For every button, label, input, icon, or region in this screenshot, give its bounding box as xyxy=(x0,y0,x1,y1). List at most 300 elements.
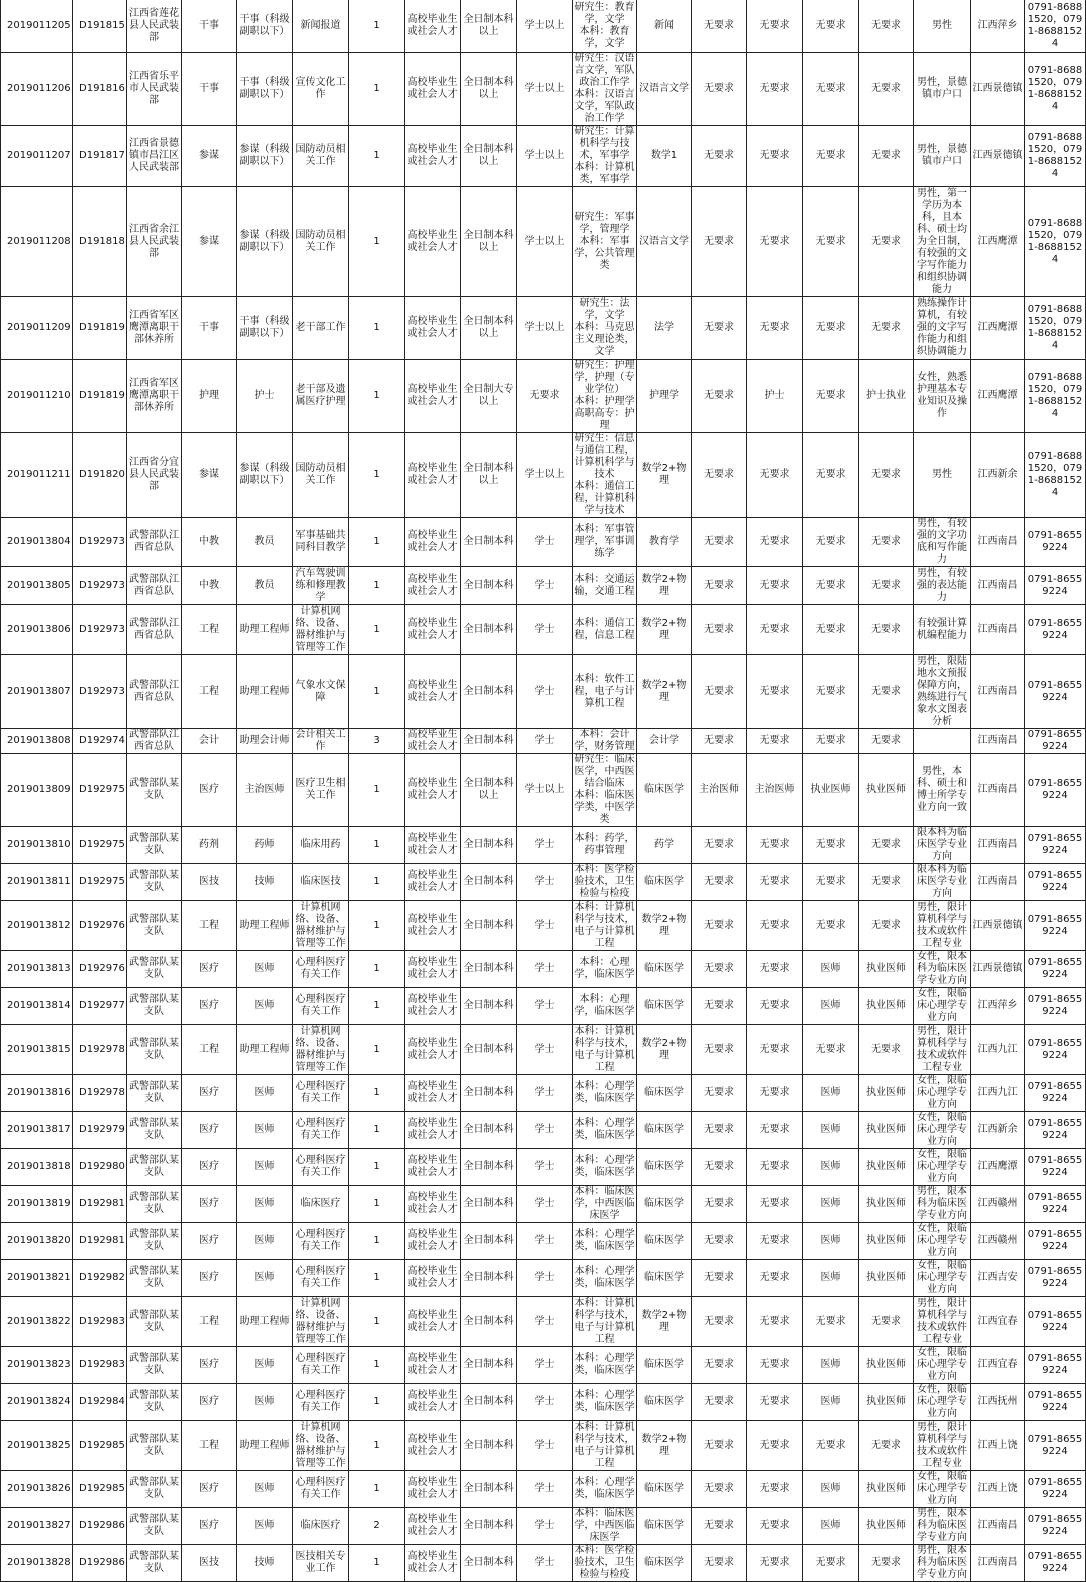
other-requirements-cell: 男性，限本科为临床医学专业方向 xyxy=(914,1186,971,1223)
other-requirements-cell: 男性，有较强的表达能力 xyxy=(914,567,971,605)
position-name-cell: 医师 xyxy=(237,1471,293,1508)
job-description-cell: 军事基础共同科目教学 xyxy=(293,518,349,567)
major-cell: 本科：药学，药事管理 xyxy=(573,827,637,864)
practice-requirement-cell: 医师 xyxy=(803,1347,859,1384)
major-cell: 研究生：计算机科学与技术，军事学 本科：计算机类，军事学 xyxy=(574,126,635,185)
position-category-cell: 工程 xyxy=(182,1025,237,1075)
unit-name-cell: 武警部队某支队 xyxy=(127,1112,182,1149)
position-name-cell: 药师 xyxy=(237,827,293,864)
headcount-cell: 1 xyxy=(349,1075,405,1112)
job-description-cell: 汽车驾驶训练和修理教学 xyxy=(293,567,349,605)
contact-phone-cell: 0791-86881520，0791-86881524 xyxy=(1025,126,1086,187)
position-category-cell: 干事 xyxy=(182,297,237,360)
headcount-cell: 1 xyxy=(349,901,405,951)
headcount-cell: 1 xyxy=(349,1421,405,1471)
major-cell: 本科：通信工程，信息工程 xyxy=(573,605,637,655)
position-name-cell: 参谋（科级副职以下） xyxy=(237,126,293,187)
position-code-cell: 2019013811 xyxy=(1,864,73,901)
job-description-cell: 心理科医疗有关工作 xyxy=(293,1112,349,1149)
work-location-cell: 江西景德镇 xyxy=(971,951,1025,988)
position-code-cell: 2019013807 xyxy=(1,655,73,729)
qualification-requirement-cell: 无要求 xyxy=(747,1112,803,1149)
qualification-requirement-cell: 无要求 xyxy=(747,187,803,297)
license-requirement-cell: 无要求 xyxy=(859,0,914,53)
education-cell: 全日制本科 xyxy=(461,1545,517,1582)
other-requirements-cell: 男性，第一学历为本科，且本科、硕士均为全日制，有较强的文字写作能力和组织协调能力 xyxy=(914,187,971,297)
title-requirement-cell: 无要求 xyxy=(692,53,747,126)
source-cell: 高校毕业生或社会人才 xyxy=(405,754,461,827)
position-code-cell: 2019013824 xyxy=(1,1384,73,1421)
dept-code-cell: D192975 xyxy=(73,754,127,827)
position-name-cell: 参谋（科级副职以下） xyxy=(237,187,293,297)
exam-subject-cell: 临床医学 xyxy=(637,1545,692,1582)
position-code-cell: 2019013816 xyxy=(1,1075,73,1112)
major-cell: 本科：心理学类，临床医学 xyxy=(573,1384,637,1421)
title-requirement-cell: 无要求 xyxy=(692,827,747,864)
unit-name-cell: 武警部队某支队 xyxy=(127,1260,182,1297)
license-requirement-cell: 无要求 xyxy=(859,864,914,901)
degree-cell: 学士 xyxy=(517,951,573,988)
major-cell: 本科：心理学类，临床医学 xyxy=(573,1112,637,1149)
table-row xyxy=(1,827,1086,864)
education-cell: 全日制本科 xyxy=(461,827,517,864)
position-name-cell: 护士 xyxy=(237,360,293,433)
position-name-cell: 参谋（科级副职以下） xyxy=(237,433,293,518)
exam-subject-cell: 新闻 xyxy=(637,0,692,53)
degree-cell: 学士 xyxy=(517,1260,573,1297)
headcount-cell: 1 xyxy=(349,1384,405,1421)
position-name-cell: 医师 xyxy=(237,1186,293,1223)
dept-code-cell: D191819 xyxy=(73,360,127,433)
dept-code-cell: D192985 xyxy=(73,1471,127,1508)
headcount-cell: 1 xyxy=(349,1471,405,1508)
title-requirement-cell: 无要求 xyxy=(692,655,747,729)
job-description-cell: 临床医疗 xyxy=(293,1186,349,1223)
position-category-cell: 参谋 xyxy=(182,126,237,187)
table-row xyxy=(1,988,1086,1025)
other-requirements-cell: 男性，本科、硕士和博士所学专业方向一致 xyxy=(914,754,971,827)
other-requirements-cell: 男性，限计算机科学与技术或软件工程专业 xyxy=(914,1297,971,1347)
work-location-cell: 江西赣州 xyxy=(971,1223,1025,1260)
job-description-cell: 临床医技 xyxy=(293,864,349,901)
exam-subject-cell: 数学2+物理 xyxy=(637,605,692,655)
unit-name-cell: 武警部队江西省总队 xyxy=(127,729,182,754)
position-code-cell: 2019013827 xyxy=(1,1508,73,1545)
major-cell: 本科：计算机科学与技术，电子与计算机工程 xyxy=(574,1025,635,1073)
headcount-cell: 1 xyxy=(349,1223,405,1260)
education-cell: 全日制本科 xyxy=(461,567,517,605)
position-code-cell: 2019013826 xyxy=(1,1471,73,1508)
table-row xyxy=(1,1545,1086,1582)
practice-requirement-cell: 无要求 xyxy=(803,1545,859,1582)
work-location-cell: 江西景德镇 xyxy=(971,126,1025,187)
education-cell: 全日制本科 xyxy=(461,655,517,729)
table-row xyxy=(1,1508,1086,1545)
job-description-cell: 计算机网络、设备、器材维护与管理等工作 xyxy=(293,1025,349,1075)
work-location-cell: 江西萍乡 xyxy=(971,0,1025,53)
other-requirements-cell: 女性，限临床心理学专业方向 xyxy=(914,1112,971,1149)
title-requirement-cell: 无要求 xyxy=(692,1112,747,1149)
table-row xyxy=(1,126,1086,187)
headcount-cell: 1 xyxy=(349,1112,405,1149)
practice-requirement-cell: 医师 xyxy=(803,1508,859,1545)
source-cell: 高校毕业生或社会人才 xyxy=(405,567,461,605)
dept-code-cell: D192986 xyxy=(73,1508,127,1545)
title-requirement-cell: 无要求 xyxy=(692,951,747,988)
position-code-cell: 2019013814 xyxy=(1,988,73,1025)
source-cell: 高校毕业生或社会人才 xyxy=(405,951,461,988)
other-requirements-cell: 男性，限计算机科学与技术或软件工程专业 xyxy=(914,1025,971,1075)
source-cell: 高校毕业生或社会人才 xyxy=(405,1384,461,1421)
education-cell: 全日制本科以上 xyxy=(461,754,517,827)
exam-subject-cell: 临床医学 xyxy=(637,1260,692,1297)
position-code-cell: 2019013805 xyxy=(1,567,73,605)
position-category-cell: 中教 xyxy=(182,567,237,605)
headcount-cell: 1 xyxy=(349,827,405,864)
degree-cell: 学士 xyxy=(517,729,573,754)
exam-subject-cell: 数学2+物理 xyxy=(637,901,692,951)
major-cell: 本科：交通运输，交通工程 xyxy=(573,567,637,605)
title-requirement-cell: 无要求 xyxy=(692,1508,747,1545)
practice-requirement-cell: 无要求 xyxy=(803,433,859,518)
job-description-cell: 计算机网络、设备、器材维护与管理等工作 xyxy=(293,901,349,951)
source-cell: 高校毕业生或社会人才 xyxy=(405,655,461,729)
work-location-cell: 江西吉安 xyxy=(971,1260,1025,1297)
title-requirement-cell: 无要求 xyxy=(692,1471,747,1508)
source-cell: 高校毕业生或社会人才 xyxy=(405,1421,461,1471)
position-code-cell: 2019013815 xyxy=(1,1025,73,1075)
license-requirement-cell: 执业医师 xyxy=(859,1508,914,1545)
exam-subject-cell: 汉语言文学 xyxy=(637,53,692,126)
unit-name-cell: 武警部队某支队 xyxy=(127,827,182,864)
practice-requirement-cell: 无要求 xyxy=(803,126,859,187)
position-name-cell: 助理工程师 xyxy=(237,901,293,951)
work-location-cell: 江西景德镇 xyxy=(971,901,1025,951)
job-description-cell: 心理科医疗有关工作 xyxy=(293,951,349,988)
unit-name-cell: 武警部队江西省总队 xyxy=(127,605,182,655)
practice-requirement-cell: 无要求 xyxy=(803,1421,859,1471)
qualification-requirement-cell: 无要求 xyxy=(747,1384,803,1421)
exam-subject-cell: 临床医学 xyxy=(637,1112,692,1149)
contact-phone-cell: 0791-86559224 xyxy=(1025,655,1086,729)
position-category-cell: 干事 xyxy=(182,53,237,126)
headcount-cell: 1 xyxy=(349,655,405,729)
qualification-requirement-cell: 护士 xyxy=(747,360,803,433)
major-cell: 本科：军事管理学，军事训练学 xyxy=(573,518,637,567)
work-location-cell: 江西南昌 xyxy=(971,1508,1025,1545)
qualification-requirement-cell: 无要求 xyxy=(747,951,803,988)
source-cell: 高校毕业生或社会人才 xyxy=(405,1223,461,1260)
position-name-cell: 技师 xyxy=(237,864,293,901)
position-category-cell: 医疗 xyxy=(182,988,237,1025)
education-cell: 全日制本科以上 xyxy=(461,297,517,360)
qualification-requirement-cell: 无要求 xyxy=(747,1471,803,1508)
source-cell: 高校毕业生或社会人才 xyxy=(405,1112,461,1149)
title-requirement-cell: 无要求 xyxy=(692,1186,747,1223)
unit-name-cell: 武警部队某支队 xyxy=(127,1297,182,1347)
title-requirement-cell: 无要求 xyxy=(692,1545,747,1582)
position-category-cell: 工程 xyxy=(182,901,237,951)
work-location-cell: 江西九江 xyxy=(971,1075,1025,1112)
other-requirements-cell: 女性，限临床心理学专业方向 xyxy=(914,1471,971,1508)
degree-cell: 学士 xyxy=(517,605,573,655)
dept-code-cell: D192983 xyxy=(73,1347,127,1384)
title-requirement-cell: 无要求 xyxy=(692,1223,747,1260)
job-description-cell: 国防动员相关工作 xyxy=(293,187,349,297)
education-cell: 全日制本科 xyxy=(461,1260,517,1297)
license-requirement-cell: 执业医师 xyxy=(859,1112,914,1149)
unit-name-cell: 武警部队某支队 xyxy=(127,1471,182,1508)
work-location-cell: 江西南昌 xyxy=(971,1545,1025,1582)
other-requirements-cell: 男性，限计算机科学与技术或软件工程专业 xyxy=(914,1421,971,1471)
education-cell: 全日制本科 xyxy=(461,1186,517,1223)
practice-requirement-cell: 无要求 xyxy=(803,0,859,53)
qualification-requirement-cell: 无要求 xyxy=(747,567,803,605)
source-cell: 高校毕业生或社会人才 xyxy=(405,1075,461,1112)
education-cell: 全日制本科 xyxy=(461,518,517,567)
position-code-cell: 2019013822 xyxy=(1,1297,73,1347)
license-requirement-cell: 无要求 xyxy=(859,518,914,567)
work-location-cell: 江西鹰潭 xyxy=(971,297,1025,360)
title-requirement-cell: 无要求 xyxy=(692,1347,747,1384)
position-code-cell: 2019013818 xyxy=(1,1149,73,1186)
practice-requirement-cell: 医师 xyxy=(803,1075,859,1112)
source-cell: 高校毕业生或社会人才 xyxy=(405,53,461,126)
unit-name-cell: 武警部队某支队 xyxy=(127,1149,182,1186)
education-cell: 全日制本科 xyxy=(461,1223,517,1260)
work-location-cell: 江西九江 xyxy=(971,1025,1025,1075)
title-requirement-cell: 无要求 xyxy=(692,605,747,655)
license-requirement-cell: 无要求 xyxy=(859,1545,914,1582)
other-requirements-cell: 男性，景德镇市户口 xyxy=(914,126,971,187)
table-row xyxy=(1,901,1086,951)
contact-phone-cell: 0791-86559224 xyxy=(1025,1384,1086,1421)
education-cell: 全日制本科 xyxy=(461,1421,517,1471)
license-requirement-cell: 执业医师 xyxy=(859,1223,914,1260)
education-cell: 全日制本科 xyxy=(461,1347,517,1384)
position-code-cell: 2019013823 xyxy=(1,1347,73,1384)
exam-subject-cell: 数学2+物理 xyxy=(637,655,692,729)
major-cell: 本科：心理学类，临床医学 xyxy=(573,1149,637,1186)
title-requirement-cell: 无要求 xyxy=(692,1260,747,1297)
source-cell: 高校毕业生或社会人才 xyxy=(405,1186,461,1223)
qualification-requirement-cell: 无要求 xyxy=(747,0,803,53)
headcount-cell: 1 xyxy=(349,1347,405,1384)
unit-name-cell: 武警部队江西省总队 xyxy=(127,655,182,729)
other-requirements-cell: 男性，限陆地水文预报保障方向，熟练进行气象水文图表分析 xyxy=(914,655,971,729)
contact-phone-cell: 0791-86559224 xyxy=(1025,729,1086,754)
exam-subject-cell: 临床医学 xyxy=(637,1384,692,1421)
source-cell: 高校毕业生或社会人才 xyxy=(405,0,461,53)
qualification-requirement-cell: 无要求 xyxy=(747,1260,803,1297)
qualification-requirement-cell: 无要求 xyxy=(747,53,803,126)
position-category-cell: 工程 xyxy=(182,605,237,655)
qualification-requirement-cell: 无要求 xyxy=(747,655,803,729)
unit-name-cell: 武警部队某支队 xyxy=(127,1508,182,1545)
license-requirement-cell: 无要求 xyxy=(859,655,914,729)
position-name-cell: 助理工程师 xyxy=(237,655,293,729)
unit-name-cell: 武警部队某支队 xyxy=(127,1545,182,1582)
dept-code-cell: D191816 xyxy=(73,53,127,126)
other-requirements-cell: 女性，限本科为临床医学专业方向 xyxy=(914,951,971,988)
practice-requirement-cell: 无要求 xyxy=(803,729,859,754)
license-requirement-cell: 无要求 xyxy=(859,1421,914,1471)
table-row xyxy=(1,1471,1086,1508)
other-requirements-cell: 男性 xyxy=(914,433,971,518)
position-code-cell: 2019011206 xyxy=(1,53,73,126)
position-name-cell: 教员 xyxy=(237,567,293,605)
other-requirements-cell: 有较强计算机编程能力 xyxy=(914,605,971,655)
contact-phone-cell: 0791-86559224 xyxy=(1025,1421,1086,1471)
work-location-cell: 江西南昌 xyxy=(971,754,1025,827)
unit-name-cell: 江西省军区鹰潭离职干部休养所 xyxy=(127,297,182,360)
title-requirement-cell: 无要求 xyxy=(692,1149,747,1186)
headcount-cell: 1 xyxy=(349,126,405,187)
work-location-cell: 江西宜春 xyxy=(971,1347,1025,1384)
qualification-requirement-cell: 无要求 xyxy=(747,433,803,518)
practice-requirement-cell: 医师 xyxy=(803,1471,859,1508)
headcount-cell: 1 xyxy=(349,605,405,655)
practice-requirement-cell: 无要求 xyxy=(803,567,859,605)
dept-code-cell: D192981 xyxy=(73,1186,127,1223)
major-cell: 本科：计算机科学与技术，电子与计算机工程 xyxy=(574,901,635,949)
major-cell: 本科：计算机科学与技术，电子与计算机工程 xyxy=(574,1297,635,1345)
position-name-cell: 技师 xyxy=(237,1545,293,1582)
major-cell: 本科：心理学类，临床医学 xyxy=(573,1260,637,1297)
source-cell: 高校毕业生或社会人才 xyxy=(405,1347,461,1384)
contact-phone-cell: 0791-86559224 xyxy=(1025,988,1086,1025)
exam-subject-cell: 临床医学 xyxy=(637,1186,692,1223)
license-requirement-cell: 执业医师 xyxy=(859,1186,914,1223)
contact-phone-cell: 0791-86559224 xyxy=(1025,1297,1086,1347)
other-requirements-cell: 男性，景德镇市户口 xyxy=(914,53,971,126)
title-requirement-cell: 无要求 xyxy=(692,901,747,951)
headcount-cell: 1 xyxy=(349,297,405,360)
other-requirements-cell: 女性，限临床心理学专业方向 xyxy=(914,1223,971,1260)
degree-cell: 学士 xyxy=(517,1347,573,1384)
contact-phone-cell: 0791-86559224 xyxy=(1025,901,1086,951)
unit-name-cell: 武警部队江西省总队 xyxy=(127,567,182,605)
job-description-cell: 宣传文化工作 xyxy=(293,53,349,126)
position-name-cell: 教员 xyxy=(237,518,293,567)
major-cell: 本科：心理学类，临床医学 xyxy=(573,1223,637,1260)
practice-requirement-cell: 无要求 xyxy=(803,901,859,951)
unit-name-cell: 武警部队某支队 xyxy=(127,951,182,988)
exam-subject-cell: 护理学 xyxy=(637,360,692,433)
practice-requirement-cell: 无要求 xyxy=(803,53,859,126)
work-location-cell: 江西南昌 xyxy=(971,655,1025,729)
qualification-requirement-cell: 主治医师 xyxy=(747,754,803,827)
dept-code-cell: D192976 xyxy=(73,901,127,951)
position-category-cell: 工程 xyxy=(182,655,237,729)
practice-requirement-cell: 无要求 xyxy=(803,827,859,864)
source-cell: 高校毕业生或社会人才 xyxy=(405,1149,461,1186)
position-category-cell: 工程 xyxy=(182,1421,237,1471)
degree-cell: 学士 xyxy=(517,1297,573,1347)
position-name-cell: 助理工程师 xyxy=(237,605,293,655)
education-cell: 全日制本科 xyxy=(461,729,517,754)
education-cell: 全日制本科 xyxy=(461,988,517,1025)
title-requirement-cell: 无要求 xyxy=(692,297,747,360)
major-cell: 研究生：护理学，护理（专业学位） 本科：护理学 高职高专：护理 xyxy=(574,360,635,431)
unit-name-cell: 江西省分宜县人民武装部 xyxy=(127,433,182,518)
education-cell: 全日制本科以上 xyxy=(461,433,517,518)
contact-phone-cell: 0791-86559224 xyxy=(1025,827,1086,864)
other-requirements-cell: 女性，限临床心理学专业方向 xyxy=(914,1260,971,1297)
other-requirements-cell: 限本科为临床医学专业方向 xyxy=(914,864,971,901)
position-category-cell: 工程 xyxy=(182,1297,237,1347)
table-row xyxy=(1,1260,1086,1297)
degree-cell: 学士 xyxy=(517,1471,573,1508)
table-row xyxy=(1,1112,1086,1149)
position-category-cell: 医疗 xyxy=(182,1347,237,1384)
exam-subject-cell: 汉语言文学 xyxy=(637,187,692,297)
practice-requirement-cell: 医师 xyxy=(803,1223,859,1260)
major-cell: 研究生：临床医学，中西医结合临床 本科：临床医学类，中医学类 xyxy=(574,754,635,825)
qualification-requirement-cell: 无要求 xyxy=(747,1186,803,1223)
position-code-cell: 2019011207 xyxy=(1,126,73,187)
headcount-cell: 3 xyxy=(349,729,405,754)
headcount-cell: 1 xyxy=(349,864,405,901)
table-row xyxy=(1,864,1086,901)
degree-cell: 学士 xyxy=(517,1186,573,1223)
education-cell: 全日制本科 xyxy=(461,1508,517,1545)
qualification-requirement-cell: 无要求 xyxy=(747,1223,803,1260)
unit-name-cell: 江西省莲花县人民武装部 xyxy=(127,0,182,53)
major-cell: 本科：临床医学，中西医临床医学 xyxy=(574,1508,635,1543)
position-category-cell: 医疗 xyxy=(182,1186,237,1223)
exam-subject-cell: 临床医学 xyxy=(637,1471,692,1508)
practice-requirement-cell: 医师 xyxy=(803,1260,859,1297)
title-requirement-cell: 无要求 xyxy=(692,126,747,187)
qualification-requirement-cell: 无要求 xyxy=(747,1347,803,1384)
position-category-cell: 医疗 xyxy=(182,951,237,988)
title-requirement-cell: 无要求 xyxy=(692,1025,747,1075)
degree-cell: 学士以上 xyxy=(517,297,573,360)
job-description-cell: 国防动员相关工作 xyxy=(293,433,349,518)
major-cell: 研究生：军事学，管理学 本科：军事学，公共管理类 xyxy=(573,187,637,297)
work-location-cell: 江西南昌 xyxy=(971,605,1025,655)
license-requirement-cell: 执业医师 xyxy=(859,1471,914,1508)
table-row xyxy=(1,187,1086,297)
position-category-cell: 药剂 xyxy=(182,827,237,864)
position-code-cell: 2019013821 xyxy=(1,1260,73,1297)
dept-code-cell: D192986 xyxy=(73,1545,127,1582)
source-cell: 高校毕业生或社会人才 xyxy=(405,297,461,360)
license-requirement-cell: 无要求 xyxy=(859,53,914,126)
table-row xyxy=(1,729,1086,754)
work-location-cell: 江西萍乡 xyxy=(971,988,1025,1025)
job-description-cell: 计算机网络、设备、器材维护与管理等工作 xyxy=(293,605,349,655)
degree-cell: 学士 xyxy=(517,518,573,567)
work-location-cell: 江西上饶 xyxy=(971,1471,1025,1508)
title-requirement-cell: 无要求 xyxy=(692,518,747,567)
degree-cell: 学士 xyxy=(517,1149,573,1186)
dept-code-cell: D192975 xyxy=(73,827,127,864)
position-name-cell: 医师 xyxy=(237,1260,293,1297)
practice-requirement-cell: 医师 xyxy=(803,1112,859,1149)
headcount-cell: 1 xyxy=(349,1545,405,1582)
job-description-cell: 心理科医疗有关工作 xyxy=(293,1384,349,1421)
table-row xyxy=(1,518,1086,567)
title-requirement-cell: 无要求 xyxy=(692,988,747,1025)
job-description-cell: 新闻报道 xyxy=(293,0,349,53)
table-row xyxy=(1,1149,1086,1186)
unit-name-cell: 江西省余江县人民武装部 xyxy=(127,187,182,297)
job-description-cell: 临床用药 xyxy=(293,827,349,864)
position-category-cell: 医疗 xyxy=(182,1471,237,1508)
education-cell: 全日制大专以上 xyxy=(461,360,517,433)
